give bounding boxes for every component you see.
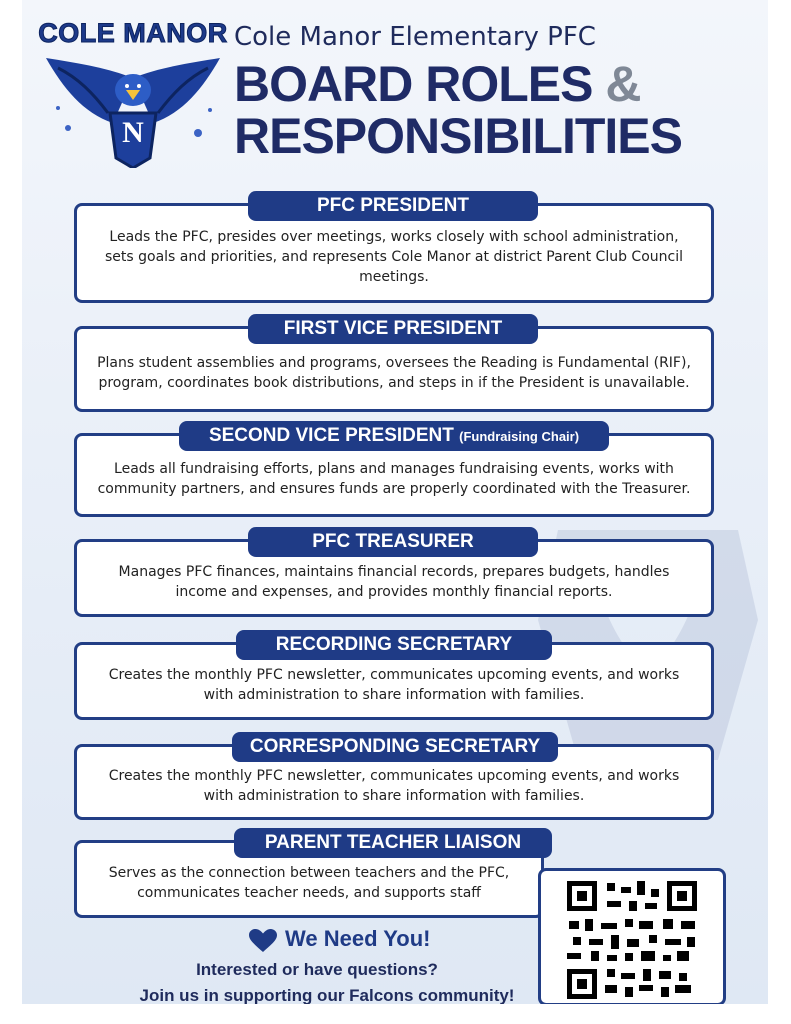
role-title-text: FIRST VICE PRESIDENT bbox=[283, 318, 503, 339]
title-line-1: BOARD ROLES bbox=[234, 56, 593, 112]
role-description: Plans student assemblies and programs, oversees the Reading is Fundamental (RIF), program, coordinates book distributions, and steps in if the President is unavailable. bbox=[97, 355, 691, 391]
role-description: Serves as the connection between teachers and the PFC, communicates teacher needs, and supports staff bbox=[108, 865, 510, 901]
role-description: Leads the PFC, presides over meetings, works closely with school administration, sets goals and priorities, and represents Cole Manor at district Parent Club Council meetings. bbox=[105, 229, 683, 285]
qr-code-frame bbox=[538, 868, 726, 1004]
role-description: Creates the monthly PFC newsletter, communicates upcoming events, and works with administration to share information with families. bbox=[108, 768, 680, 804]
title-line-2: RESPONSIBILITIES bbox=[234, 108, 682, 164]
role-description: Leads all fundraising efforts, plans and manages fundraising events, works with community partners, and ensures funds are properly coordinated with the Treasurer. bbox=[97, 461, 691, 497]
we-need-you-heading: We Need You! bbox=[285, 926, 431, 951]
role-title-text: PARENT TEACHER LIAISON bbox=[264, 832, 522, 853]
role-description: Manages PFC finances, maintains financial records, prepares budgets, handles income and expenses, and provides monthly financial reports. bbox=[118, 564, 670, 600]
role-title-text: SECOND VICE PRESIDENT bbox=[208, 425, 454, 446]
role-title-president bbox=[248, 191, 538, 221]
interest-question: Interested or have questions? bbox=[196, 960, 438, 979]
role-title-treasurer bbox=[248, 527, 538, 557]
role-description: Creates the monthly PFC newsletter, communicates upcoming events, and works with administration to share information with families. bbox=[108, 667, 680, 703]
title-ampersand: & bbox=[605, 56, 641, 112]
cole-manor-logo bbox=[38, 18, 228, 168]
role-title-recording-secretary bbox=[236, 630, 552, 660]
logo-badge-letter: N bbox=[122, 116, 144, 149]
heart-icon bbox=[249, 929, 277, 953]
role-title-corresponding-secretary bbox=[232, 732, 558, 762]
role-title-text: RECORDING SECRETARY bbox=[275, 634, 513, 655]
role-title-parent-teacher-liaison bbox=[234, 828, 552, 858]
role-title-text: PFC PRESIDENT bbox=[316, 195, 470, 216]
join-us-cta: Join us in supporting our Falcons community! bbox=[139, 986, 515, 1004]
role-subtitle: (Fundraising Chair) bbox=[459, 429, 580, 444]
flyer-page bbox=[22, 0, 768, 1004]
logo-wordmark: COLE MANOR bbox=[38, 18, 228, 48]
qr-code-icon bbox=[567, 881, 697, 999]
role-title-first-vp bbox=[248, 314, 538, 344]
role-title-text: PFC TREASURER bbox=[312, 531, 474, 552]
role-title-text: CORRESPONDING SECRETARY bbox=[249, 736, 541, 757]
org-title: Cole Manor Elementary PFC bbox=[234, 22, 596, 52]
page-title bbox=[234, 58, 754, 162]
role-title-second-vp bbox=[179, 421, 609, 451]
